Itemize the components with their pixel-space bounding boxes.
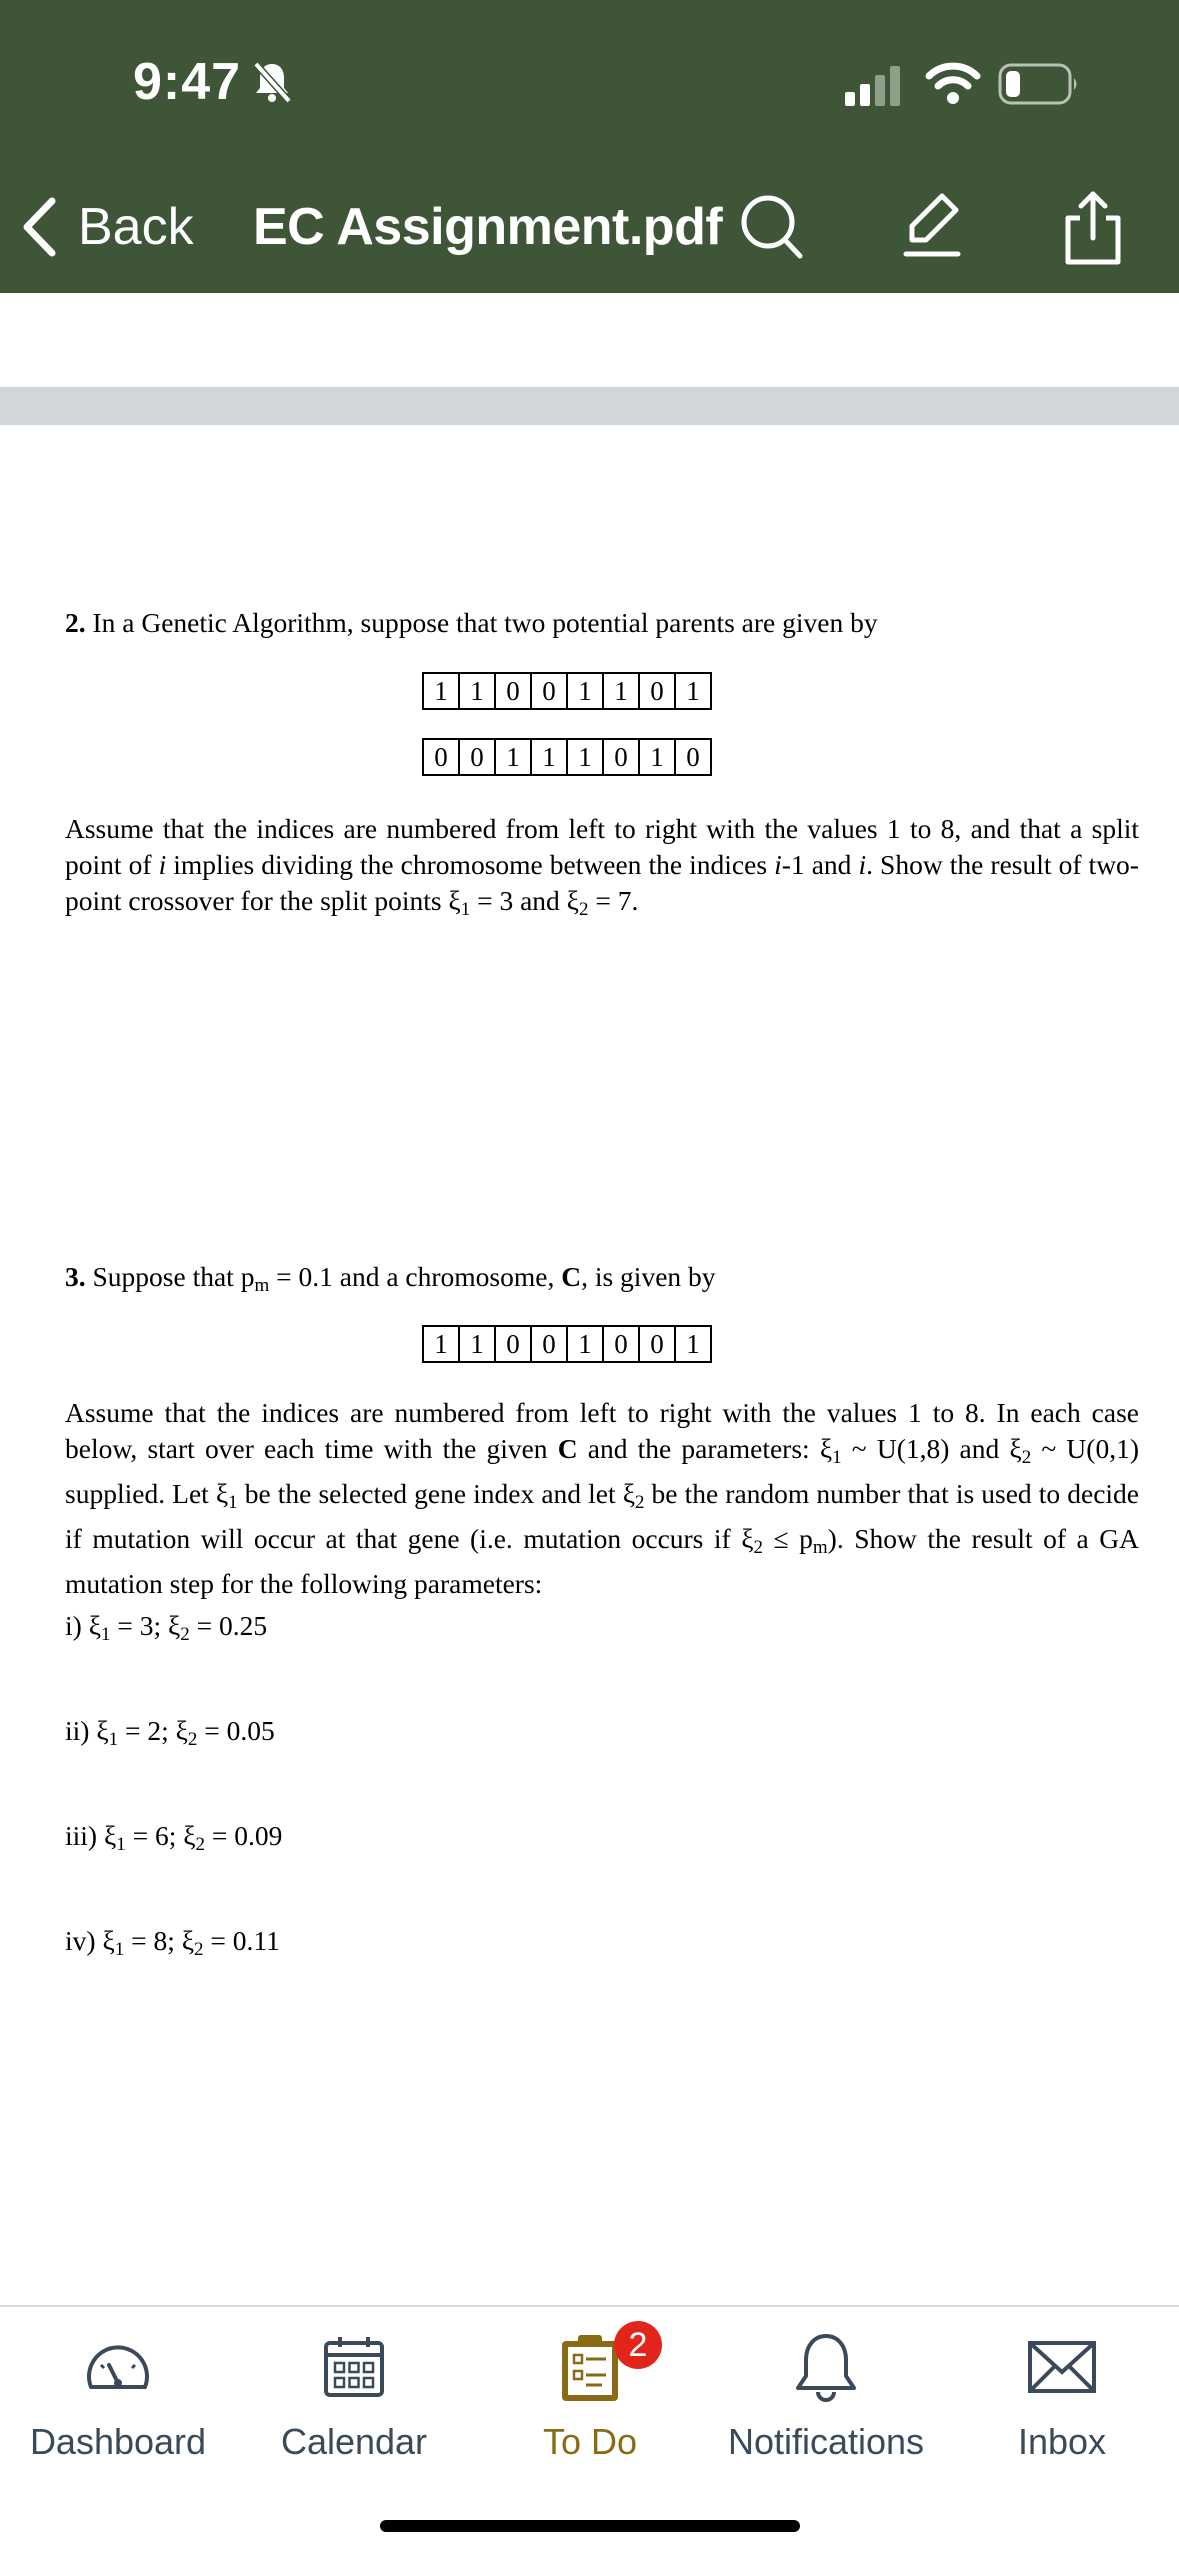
back-label: Back bbox=[78, 198, 194, 256]
bit-cell: 0 bbox=[494, 1327, 530, 1361]
q2-intro-text: In a Genetic Algorithm, suppose that two potential parents are given by bbox=[92, 607, 878, 638]
status-time: 9:47 bbox=[133, 53, 242, 111]
tab-calendar[interactable] bbox=[236, 2307, 472, 2467]
bit-cell: 1 bbox=[566, 740, 602, 774]
bit-cell: 1 bbox=[602, 674, 638, 708]
bit-cell: 1 bbox=[434, 1329, 448, 1359]
tab-label: Dashboard bbox=[29, 2421, 207, 2462]
bit-cell: 0 bbox=[530, 674, 566, 708]
cellular-signal-icon bbox=[845, 66, 903, 106]
calendar-icon bbox=[322, 2335, 386, 2399]
bit-cell: 0 bbox=[638, 1327, 674, 1361]
bit-cell: 1 bbox=[530, 740, 566, 774]
search-icon[interactable] bbox=[738, 188, 804, 264]
bit-cell: 1 bbox=[458, 1327, 494, 1361]
bit-cell: 0 bbox=[602, 740, 638, 774]
bit-cell: 1 bbox=[566, 674, 602, 708]
dashboard-icon bbox=[83, 2343, 153, 2391]
tab-notifications[interactable] bbox=[708, 2307, 944, 2467]
app-header bbox=[0, 0, 1179, 293]
page-separator bbox=[0, 387, 1179, 425]
parent1-chromosome bbox=[422, 672, 712, 710]
bit-cell: 1 bbox=[434, 676, 448, 706]
tab-inbox[interactable] bbox=[944, 2307, 1179, 2467]
bit-cell: 0 bbox=[638, 674, 674, 708]
q3-intro: 3. Suppose that $p_m = 0.1$ and a chromosome, C, is given by bbox=[65, 1261, 716, 1296]
q3-item: ii) $\xi_1 = 2$; $\xi_2 = 0.05$ bbox=[65, 1715, 275, 1750]
bit-cell: 1 bbox=[638, 740, 674, 774]
q2-number: 2. bbox=[65, 607, 86, 638]
home-indicator bbox=[380, 2520, 800, 2532]
bit-cell: 1 bbox=[566, 1327, 602, 1361]
bit-cell: 0 bbox=[674, 740, 710, 774]
tab-label: Calendar bbox=[280, 2421, 428, 2462]
bit-cell: 0 bbox=[494, 674, 530, 708]
q3-body: Assume that the indices are numbered from left to right with the values 1 to 8. In each case below, start over each time with the given C and the parameters: $\xi_1$ ~ U(1,8) and $\xi_2$ ~ U(0,1) supplied. Let $\xi_1$ be the selected gene index and let $\xi_2$ be the random number that is used to decide if mutation will occur at that gene (i.e. mutation occurs if $\xi_2 \le p_m$). Show the result of a GA mutation step for the following parameters: bbox=[65, 1397, 1140, 1599]
tab-dashboard[interactable] bbox=[0, 2307, 236, 2467]
todo-count-badge: 2 bbox=[614, 2321, 662, 2369]
tab-todo[interactable] bbox=[472, 2307, 708, 2467]
parent2-chromosome bbox=[422, 738, 712, 776]
bell-icon bbox=[794, 2332, 858, 2402]
tab-label: Notifications bbox=[727, 2421, 925, 2462]
highlighter-icon[interactable] bbox=[902, 188, 962, 264]
bit-cell: 1 bbox=[494, 740, 530, 774]
clipboard-checklist-icon bbox=[558, 2331, 622, 2403]
q2-intro bbox=[65, 605, 1139, 641]
bit-cell: 0 bbox=[434, 742, 448, 772]
battery-icon bbox=[998, 63, 1080, 105]
back-button[interactable] bbox=[22, 192, 194, 262]
q3-item: i) $\xi_1 = 3$; $\xi_2 = 0.25$ bbox=[65, 1610, 268, 1645]
chevron-left-icon bbox=[22, 197, 56, 257]
q3-item: iii) $\xi_1 = 6$; $\xi_2 = 0.09$ bbox=[65, 1820, 283, 1855]
page-title: EC Assignment.pdf bbox=[253, 198, 723, 256]
chromosome-c bbox=[422, 1325, 712, 1363]
bit-cell: 1 bbox=[674, 674, 710, 708]
envelope-icon bbox=[1027, 2340, 1097, 2394]
bit-cell: 0 bbox=[530, 1327, 566, 1361]
q3-number: 3. bbox=[65, 1261, 86, 1292]
tab-label: Inbox bbox=[1017, 2421, 1107, 2462]
bell-muted-icon bbox=[252, 60, 292, 104]
q3-item: iv) $\xi_1 = 8$; $\xi_2 = 0.11$ bbox=[65, 1925, 280, 1960]
bit-cell: 1 bbox=[458, 674, 494, 708]
q2-body: Assume that the indices are numbered from left to right with the values 1 to 8, and that a split point of i implies dividing the chromosome between the indices i-1 and i. Show the result of two-point crossover for the split points $\xi_1 = 3$ and $\xi_2 = 7$. bbox=[65, 813, 1139, 920]
share-icon[interactable] bbox=[1060, 188, 1126, 268]
bit-cell: 1 bbox=[674, 1327, 710, 1361]
bit-cell: 0 bbox=[602, 1327, 638, 1361]
tab-label: To Do bbox=[542, 2421, 638, 2462]
wifi-icon bbox=[925, 62, 981, 104]
bit-cell: 0 bbox=[458, 740, 494, 774]
